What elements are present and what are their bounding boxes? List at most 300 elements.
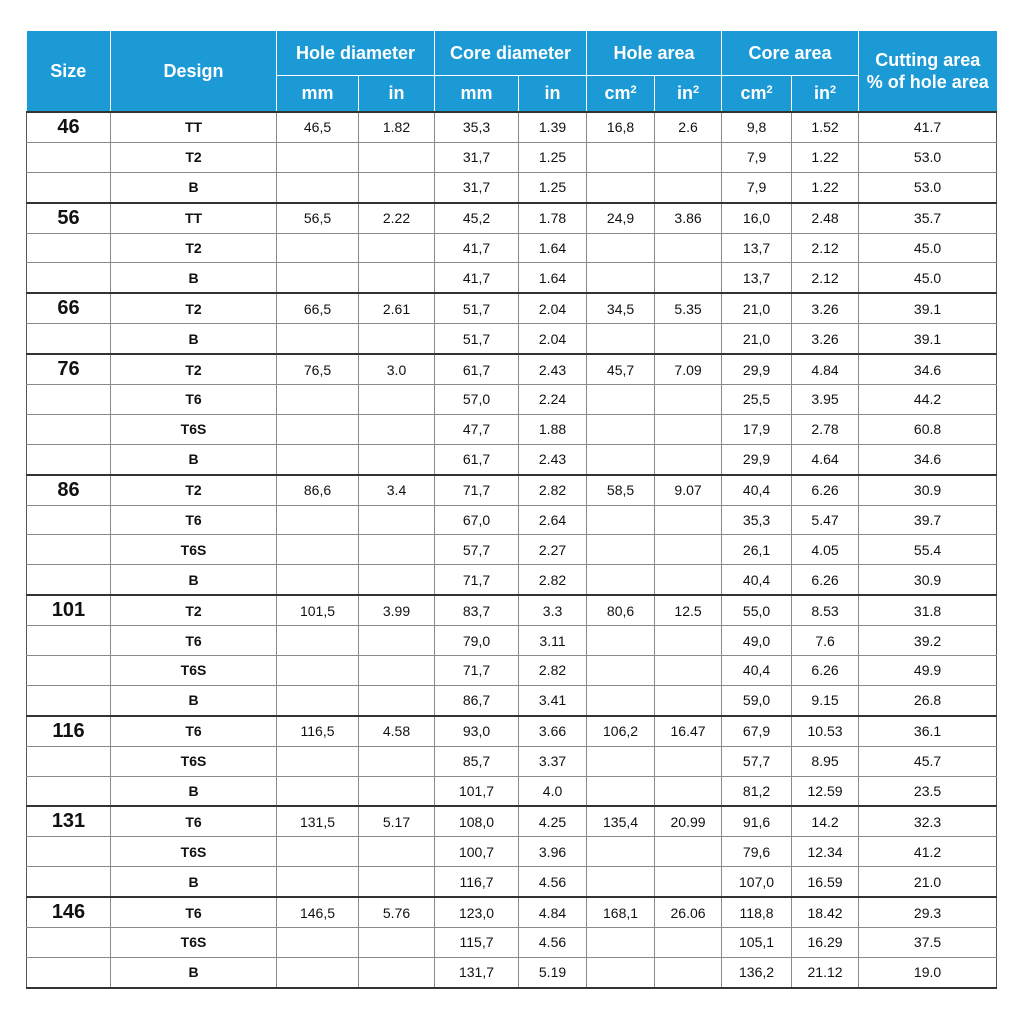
- cell-design: T2: [111, 142, 277, 172]
- cell-core-in2: 5.47: [792, 505, 859, 535]
- cell-core-in: 2.43: [519, 444, 587, 474]
- cell-hole-in: [359, 776, 435, 806]
- cell-hole-mm: [277, 867, 359, 897]
- table-row: [27, 776, 997, 806]
- table-row: [27, 595, 997, 625]
- cell-hole-in: 5.76: [359, 897, 435, 927]
- cell-core-in2: 7.6: [792, 626, 859, 656]
- cell-core-cm2: 49,0: [722, 626, 792, 656]
- cell-core-in: 1.39: [519, 112, 587, 142]
- unit-hole-in2: $in^2$: [655, 76, 722, 113]
- cell-hole-mm: [277, 385, 359, 415]
- cell-design: T2: [111, 475, 277, 505]
- cell-hole-cm2: 80,6: [587, 595, 655, 625]
- cell-hole-mm: 116,5: [277, 716, 359, 746]
- cell-hole-in: 3.4: [359, 475, 435, 505]
- cell-hole-in2: [655, 385, 722, 415]
- cell-design: B: [111, 867, 277, 897]
- cell-hole-mm: [277, 324, 359, 354]
- table-row: [27, 385, 997, 415]
- cell-design: T6S: [111, 746, 277, 776]
- cell-hole-in: [359, 928, 435, 958]
- cell-cutting-area: 36.1: [859, 716, 997, 746]
- cell-design: B: [111, 565, 277, 595]
- cell-size: [27, 626, 111, 656]
- cell-cutting-area: 30.9: [859, 565, 997, 595]
- cell-hole-in2: [655, 867, 722, 897]
- cell-core-cm2: 57,7: [722, 746, 792, 776]
- cell-hole-mm: 131,5: [277, 806, 359, 836]
- cell-core-in2: 16.29: [792, 928, 859, 958]
- cell-hole-cm2: [587, 142, 655, 172]
- cell-hole-mm: [277, 685, 359, 715]
- cell-hole-cm2: [587, 385, 655, 415]
- table-row: [27, 867, 997, 897]
- table-row: [27, 414, 997, 444]
- table-row: [27, 716, 997, 746]
- cell-design: T6: [111, 385, 277, 415]
- cell-cutting-area: 23.5: [859, 776, 997, 806]
- cell-cutting-area: 39.7: [859, 505, 997, 535]
- cell-cutting-area: 19.0: [859, 957, 997, 987]
- cell-core-cm2: 21,0: [722, 324, 792, 354]
- cell-hole-cm2: [587, 535, 655, 565]
- cell-core-mm: 47,7: [435, 414, 519, 444]
- cell-core-cm2: 67,9: [722, 716, 792, 746]
- cell-core-mm: 45,2: [435, 203, 519, 233]
- header-cutting-area-line1: Cutting area: [875, 50, 981, 70]
- table-row: [27, 233, 997, 263]
- cell-design: T2: [111, 233, 277, 263]
- cell-hole-mm: 56,5: [277, 203, 359, 233]
- table-row: [27, 444, 997, 474]
- cell-core-mm: 31,7: [435, 172, 519, 202]
- cell-design: T6: [111, 626, 277, 656]
- cell-hole-in2: 3.86: [655, 203, 722, 233]
- cell-hole-in: [359, 324, 435, 354]
- cell-core-cm2: 29,9: [722, 444, 792, 474]
- cell-hole-mm: 66,5: [277, 293, 359, 323]
- cell-hole-mm: 76,5: [277, 354, 359, 384]
- cell-core-mm: 123,0: [435, 897, 519, 927]
- cell-design: B: [111, 263, 277, 293]
- cell-hole-in: [359, 957, 435, 987]
- cell-cutting-area: 45.7: [859, 746, 997, 776]
- cell-hole-cm2: [587, 444, 655, 474]
- cell-hole-in2: [655, 928, 722, 958]
- cell-hole-cm2: 58,5: [587, 475, 655, 505]
- cell-core-mm: 51,7: [435, 324, 519, 354]
- cell-core-cm2: 81,2: [722, 776, 792, 806]
- cell-hole-in: [359, 142, 435, 172]
- cell-hole-mm: [277, 957, 359, 987]
- cell-core-in2: 2.48: [792, 203, 859, 233]
- table-row: [27, 172, 997, 202]
- cell-size: 101: [27, 595, 111, 625]
- cell-core-mm: 86,7: [435, 685, 519, 715]
- cell-hole-in: [359, 565, 435, 595]
- cell-core-in2: 4.64: [792, 444, 859, 474]
- cell-core-cm2: 25,5: [722, 385, 792, 415]
- cell-cutting-area: 37.5: [859, 928, 997, 958]
- cell-hole-in2: [655, 776, 722, 806]
- cell-size: [27, 172, 111, 202]
- cell-hole-in2: [655, 685, 722, 715]
- cell-core-in2: 6.26: [792, 565, 859, 595]
- unit-hole-mm: mm: [277, 76, 359, 113]
- cell-core-mm: 31,7: [435, 142, 519, 172]
- cell-design: B: [111, 776, 277, 806]
- cell-hole-in: [359, 685, 435, 715]
- cell-size: 76: [27, 354, 111, 384]
- cell-size: 131: [27, 806, 111, 836]
- table-row: [27, 928, 997, 958]
- cell-core-in2: 1.22: [792, 172, 859, 202]
- cell-hole-cm2: [587, 233, 655, 263]
- cell-core-mm: 41,7: [435, 233, 519, 263]
- table-row: [27, 263, 997, 293]
- cell-design: T6: [111, 806, 277, 836]
- table-row: [27, 324, 997, 354]
- cell-hole-mm: 86,6: [277, 475, 359, 505]
- cell-size: 46: [27, 112, 111, 142]
- unit-core-mm: mm: [435, 76, 519, 113]
- cell-core-mm: 61,7: [435, 444, 519, 474]
- cell-hole-mm: 101,5: [277, 595, 359, 625]
- cell-core-in2: 3.95: [792, 385, 859, 415]
- cell-hole-in2: [655, 746, 722, 776]
- cell-core-in: 4.25: [519, 806, 587, 836]
- cell-core-mm: 61,7: [435, 354, 519, 384]
- cell-hole-cm2: 168,1: [587, 897, 655, 927]
- cell-core-cm2: 13,7: [722, 263, 792, 293]
- cell-core-cm2: 13,7: [722, 233, 792, 263]
- cell-hole-in: [359, 172, 435, 202]
- cell-hole-cm2: [587, 263, 655, 293]
- cell-hole-in: [359, 505, 435, 535]
- cell-core-mm: 57,0: [435, 385, 519, 415]
- cell-hole-mm: [277, 444, 359, 474]
- cell-core-in: 1.64: [519, 263, 587, 293]
- cell-core-in: 4.0: [519, 776, 587, 806]
- cell-core-cm2: 29,9: [722, 354, 792, 384]
- cell-core-in2: 8.53: [792, 595, 859, 625]
- cell-core-cm2: 7,9: [722, 142, 792, 172]
- cell-hole-in: [359, 263, 435, 293]
- unit-core-in: in: [519, 76, 587, 113]
- table-row: [27, 142, 997, 172]
- cell-hole-mm: [277, 656, 359, 686]
- cell-hole-in: 5.17: [359, 806, 435, 836]
- cell-core-in: 2.24: [519, 385, 587, 415]
- cell-size: [27, 867, 111, 897]
- cell-hole-in2: [655, 233, 722, 263]
- cell-cutting-area: 41.2: [859, 837, 997, 867]
- cell-hole-in2: [655, 565, 722, 595]
- cell-core-mm: 131,7: [435, 957, 519, 987]
- cell-design: B: [111, 685, 277, 715]
- cell-design: B: [111, 172, 277, 202]
- cell-core-cm2: 21,0: [722, 293, 792, 323]
- unit-hole-cm2: $cm^2$: [587, 76, 655, 113]
- cell-core-in2: 8.95: [792, 746, 859, 776]
- cell-core-cm2: 59,0: [722, 685, 792, 715]
- cell-core-in2: 18.42: [792, 897, 859, 927]
- cell-size: [27, 233, 111, 263]
- cell-hole-cm2: [587, 656, 655, 686]
- cell-core-in: 1.88: [519, 414, 587, 444]
- cell-core-in: 3.66: [519, 716, 587, 746]
- cell-core-mm: 101,7: [435, 776, 519, 806]
- cell-core-in: 3.41: [519, 685, 587, 715]
- table-row: [27, 535, 997, 565]
- cell-hole-mm: [277, 928, 359, 958]
- cell-core-cm2: 9,8: [722, 112, 792, 142]
- cell-core-cm2: 40,4: [722, 656, 792, 686]
- table-row: [27, 475, 997, 505]
- cell-size: [27, 746, 111, 776]
- cell-design: B: [111, 444, 277, 474]
- cell-hole-mm: [277, 233, 359, 263]
- cell-hole-cm2: [587, 746, 655, 776]
- cell-core-in: 1.25: [519, 142, 587, 172]
- cell-cutting-area: 49.9: [859, 656, 997, 686]
- cell-hole-cm2: [587, 957, 655, 987]
- table-row: [27, 565, 997, 595]
- cell-hole-in2: [655, 172, 722, 202]
- cell-core-cm2: 118,8: [722, 897, 792, 927]
- unit-core-in2: $in^2$: [792, 76, 859, 113]
- cell-core-mm: 116,7: [435, 867, 519, 897]
- cell-size: [27, 776, 111, 806]
- cell-size: [27, 928, 111, 958]
- cell-size: [27, 685, 111, 715]
- cell-core-mm: 85,7: [435, 746, 519, 776]
- cell-hole-mm: 146,5: [277, 897, 359, 927]
- cell-cutting-area: 31.8: [859, 595, 997, 625]
- cell-hole-in2: [655, 626, 722, 656]
- cell-core-in: 2.04: [519, 324, 587, 354]
- cell-hole-in2: [655, 263, 722, 293]
- cell-hole-in2: [655, 837, 722, 867]
- cell-design: B: [111, 957, 277, 987]
- table-body: [27, 112, 997, 988]
- cell-core-cm2: 7,9: [722, 172, 792, 202]
- cell-size: 86: [27, 475, 111, 505]
- cell-hole-cm2: [587, 505, 655, 535]
- cell-hole-cm2: 16,8: [587, 112, 655, 142]
- table-header: [27, 31, 997, 112]
- cell-core-in2: 2.12: [792, 263, 859, 293]
- cell-hole-in: [359, 385, 435, 415]
- cell-cutting-area: 60.8: [859, 414, 997, 444]
- cell-design: T6S: [111, 414, 277, 444]
- unit-core-cm2: $cm^2$: [722, 76, 792, 113]
- cell-core-in: 3.37: [519, 746, 587, 776]
- cell-size: [27, 505, 111, 535]
- cell-core-in2: 12.59: [792, 776, 859, 806]
- cell-size: [27, 385, 111, 415]
- cell-core-cm2: 55,0: [722, 595, 792, 625]
- cell-core-in2: 16.59: [792, 867, 859, 897]
- cell-cutting-area: 53.0: [859, 172, 997, 202]
- cell-hole-in2: 16.47: [655, 716, 722, 746]
- cell-hole-cm2: [587, 837, 655, 867]
- cell-size: 56: [27, 203, 111, 233]
- cell-hole-in: 3.99: [359, 595, 435, 625]
- header-hole-diameter: Hole diameter: [277, 31, 435, 76]
- cell-core-cm2: 105,1: [722, 928, 792, 958]
- cell-hole-in2: 20.99: [655, 806, 722, 836]
- cell-hole-in: [359, 837, 435, 867]
- cell-core-in: 2.27: [519, 535, 587, 565]
- cell-design: T6S: [111, 656, 277, 686]
- cell-core-cm2: 26,1: [722, 535, 792, 565]
- header-cutting-area: [859, 31, 997, 112]
- cell-hole-cm2: 34,5: [587, 293, 655, 323]
- cell-cutting-area: 39.2: [859, 626, 997, 656]
- cell-hole-in2: [655, 142, 722, 172]
- cell-hole-cm2: [587, 626, 655, 656]
- cell-hole-in2: [655, 414, 722, 444]
- cell-core-in: 3.96: [519, 837, 587, 867]
- cell-hole-cm2: [587, 928, 655, 958]
- cell-hole-in2: [655, 505, 722, 535]
- cell-core-in: 1.78: [519, 203, 587, 233]
- cell-hole-cm2: 106,2: [587, 716, 655, 746]
- unit-hole-in: in: [359, 76, 435, 113]
- cell-hole-cm2: [587, 867, 655, 897]
- cell-size: [27, 535, 111, 565]
- cell-core-mm: 79,0: [435, 626, 519, 656]
- cell-cutting-area: 53.0: [859, 142, 997, 172]
- cell-core-in: 1.64: [519, 233, 587, 263]
- cell-hole-mm: [277, 263, 359, 293]
- cell-hole-cm2: [587, 565, 655, 595]
- cell-core-cm2: 79,6: [722, 837, 792, 867]
- cell-core-mm: 67,0: [435, 505, 519, 535]
- cell-core-mm: 71,7: [435, 565, 519, 595]
- cell-cutting-area: 44.2: [859, 385, 997, 415]
- table-row: [27, 685, 997, 715]
- cell-size: 66: [27, 293, 111, 323]
- cell-size: [27, 656, 111, 686]
- table-row: [27, 626, 997, 656]
- cell-design: T2: [111, 293, 277, 323]
- header-core-diameter: Core diameter: [435, 31, 587, 76]
- table-row: [27, 746, 997, 776]
- cell-hole-in2: [655, 957, 722, 987]
- cell-core-cm2: 17,9: [722, 414, 792, 444]
- cell-cutting-area: 35.7: [859, 203, 997, 233]
- cell-core-in2: 12.34: [792, 837, 859, 867]
- table-row: [27, 656, 997, 686]
- cell-hole-mm: [277, 776, 359, 806]
- table-row: [27, 112, 997, 142]
- cell-hole-in: 2.61: [359, 293, 435, 323]
- cell-cutting-area: 30.9: [859, 475, 997, 505]
- cell-hole-in2: [655, 656, 722, 686]
- cell-hole-in2: [655, 535, 722, 565]
- cell-hole-in2: 26.06: [655, 897, 722, 927]
- cell-hole-in: [359, 867, 435, 897]
- cell-hole-mm: [277, 535, 359, 565]
- specification-table: [26, 31, 997, 989]
- cell-core-in: 4.56: [519, 928, 587, 958]
- cell-core-in: 2.82: [519, 475, 587, 505]
- cell-core-in2: 4.84: [792, 354, 859, 384]
- cell-core-in: 5.19: [519, 957, 587, 987]
- table-row: [27, 505, 997, 535]
- cell-core-in2: 14.2: [792, 806, 859, 836]
- cell-hole-cm2: 135,4: [587, 806, 655, 836]
- cell-hole-mm: [277, 565, 359, 595]
- cell-hole-in2: 7.09: [655, 354, 722, 384]
- cell-hole-in: [359, 414, 435, 444]
- cell-core-in2: 10.53: [792, 716, 859, 746]
- cell-size: [27, 142, 111, 172]
- cell-design: T6: [111, 505, 277, 535]
- cell-core-mm: 100,7: [435, 837, 519, 867]
- cell-cutting-area: 45.0: [859, 233, 997, 263]
- cell-hole-mm: [277, 172, 359, 202]
- cell-size: 116: [27, 716, 111, 746]
- cell-core-in2: 1.22: [792, 142, 859, 172]
- header-design: Design: [111, 31, 277, 112]
- cell-core-in: 4.84: [519, 897, 587, 927]
- cell-size: [27, 414, 111, 444]
- cell-design: T6: [111, 716, 277, 746]
- cell-core-in2: 9.15: [792, 685, 859, 715]
- cell-cutting-area: 55.4: [859, 535, 997, 565]
- cell-core-in: 2.82: [519, 656, 587, 686]
- cell-cutting-area: 29.3: [859, 897, 997, 927]
- cell-hole-in: [359, 656, 435, 686]
- cell-design: T6: [111, 897, 277, 927]
- cell-hole-mm: [277, 626, 359, 656]
- cell-hole-cm2: [587, 685, 655, 715]
- cell-core-in: 4.56: [519, 867, 587, 897]
- cell-design: T6S: [111, 837, 277, 867]
- cell-design: B: [111, 324, 277, 354]
- cell-size: 146: [27, 897, 111, 927]
- cell-core-mm: 71,7: [435, 656, 519, 686]
- cell-hole-in2: [655, 444, 722, 474]
- cell-core-mm: 51,7: [435, 293, 519, 323]
- cell-core-cm2: 136,2: [722, 957, 792, 987]
- cell-hole-in2: [655, 324, 722, 354]
- cell-cutting-area: 34.6: [859, 444, 997, 474]
- cell-hole-in2: 5.35: [655, 293, 722, 323]
- cell-core-in2: 21.12: [792, 957, 859, 987]
- cell-hole-in: [359, 444, 435, 474]
- cell-design: TT: [111, 112, 277, 142]
- cell-core-mm: 35,3: [435, 112, 519, 142]
- cell-design: T6S: [111, 928, 277, 958]
- cell-core-in: 2.64: [519, 505, 587, 535]
- cell-hole-mm: [277, 142, 359, 172]
- cell-core-mm: 115,7: [435, 928, 519, 958]
- cell-cutting-area: 39.1: [859, 293, 997, 323]
- cell-core-cm2: 16,0: [722, 203, 792, 233]
- cell-hole-in2: 12.5: [655, 595, 722, 625]
- table-row: [27, 837, 997, 867]
- cell-hole-cm2: 24,9: [587, 203, 655, 233]
- cell-size: [27, 565, 111, 595]
- cell-hole-in: 3.0: [359, 354, 435, 384]
- cell-core-mm: 57,7: [435, 535, 519, 565]
- table-row: [27, 203, 997, 233]
